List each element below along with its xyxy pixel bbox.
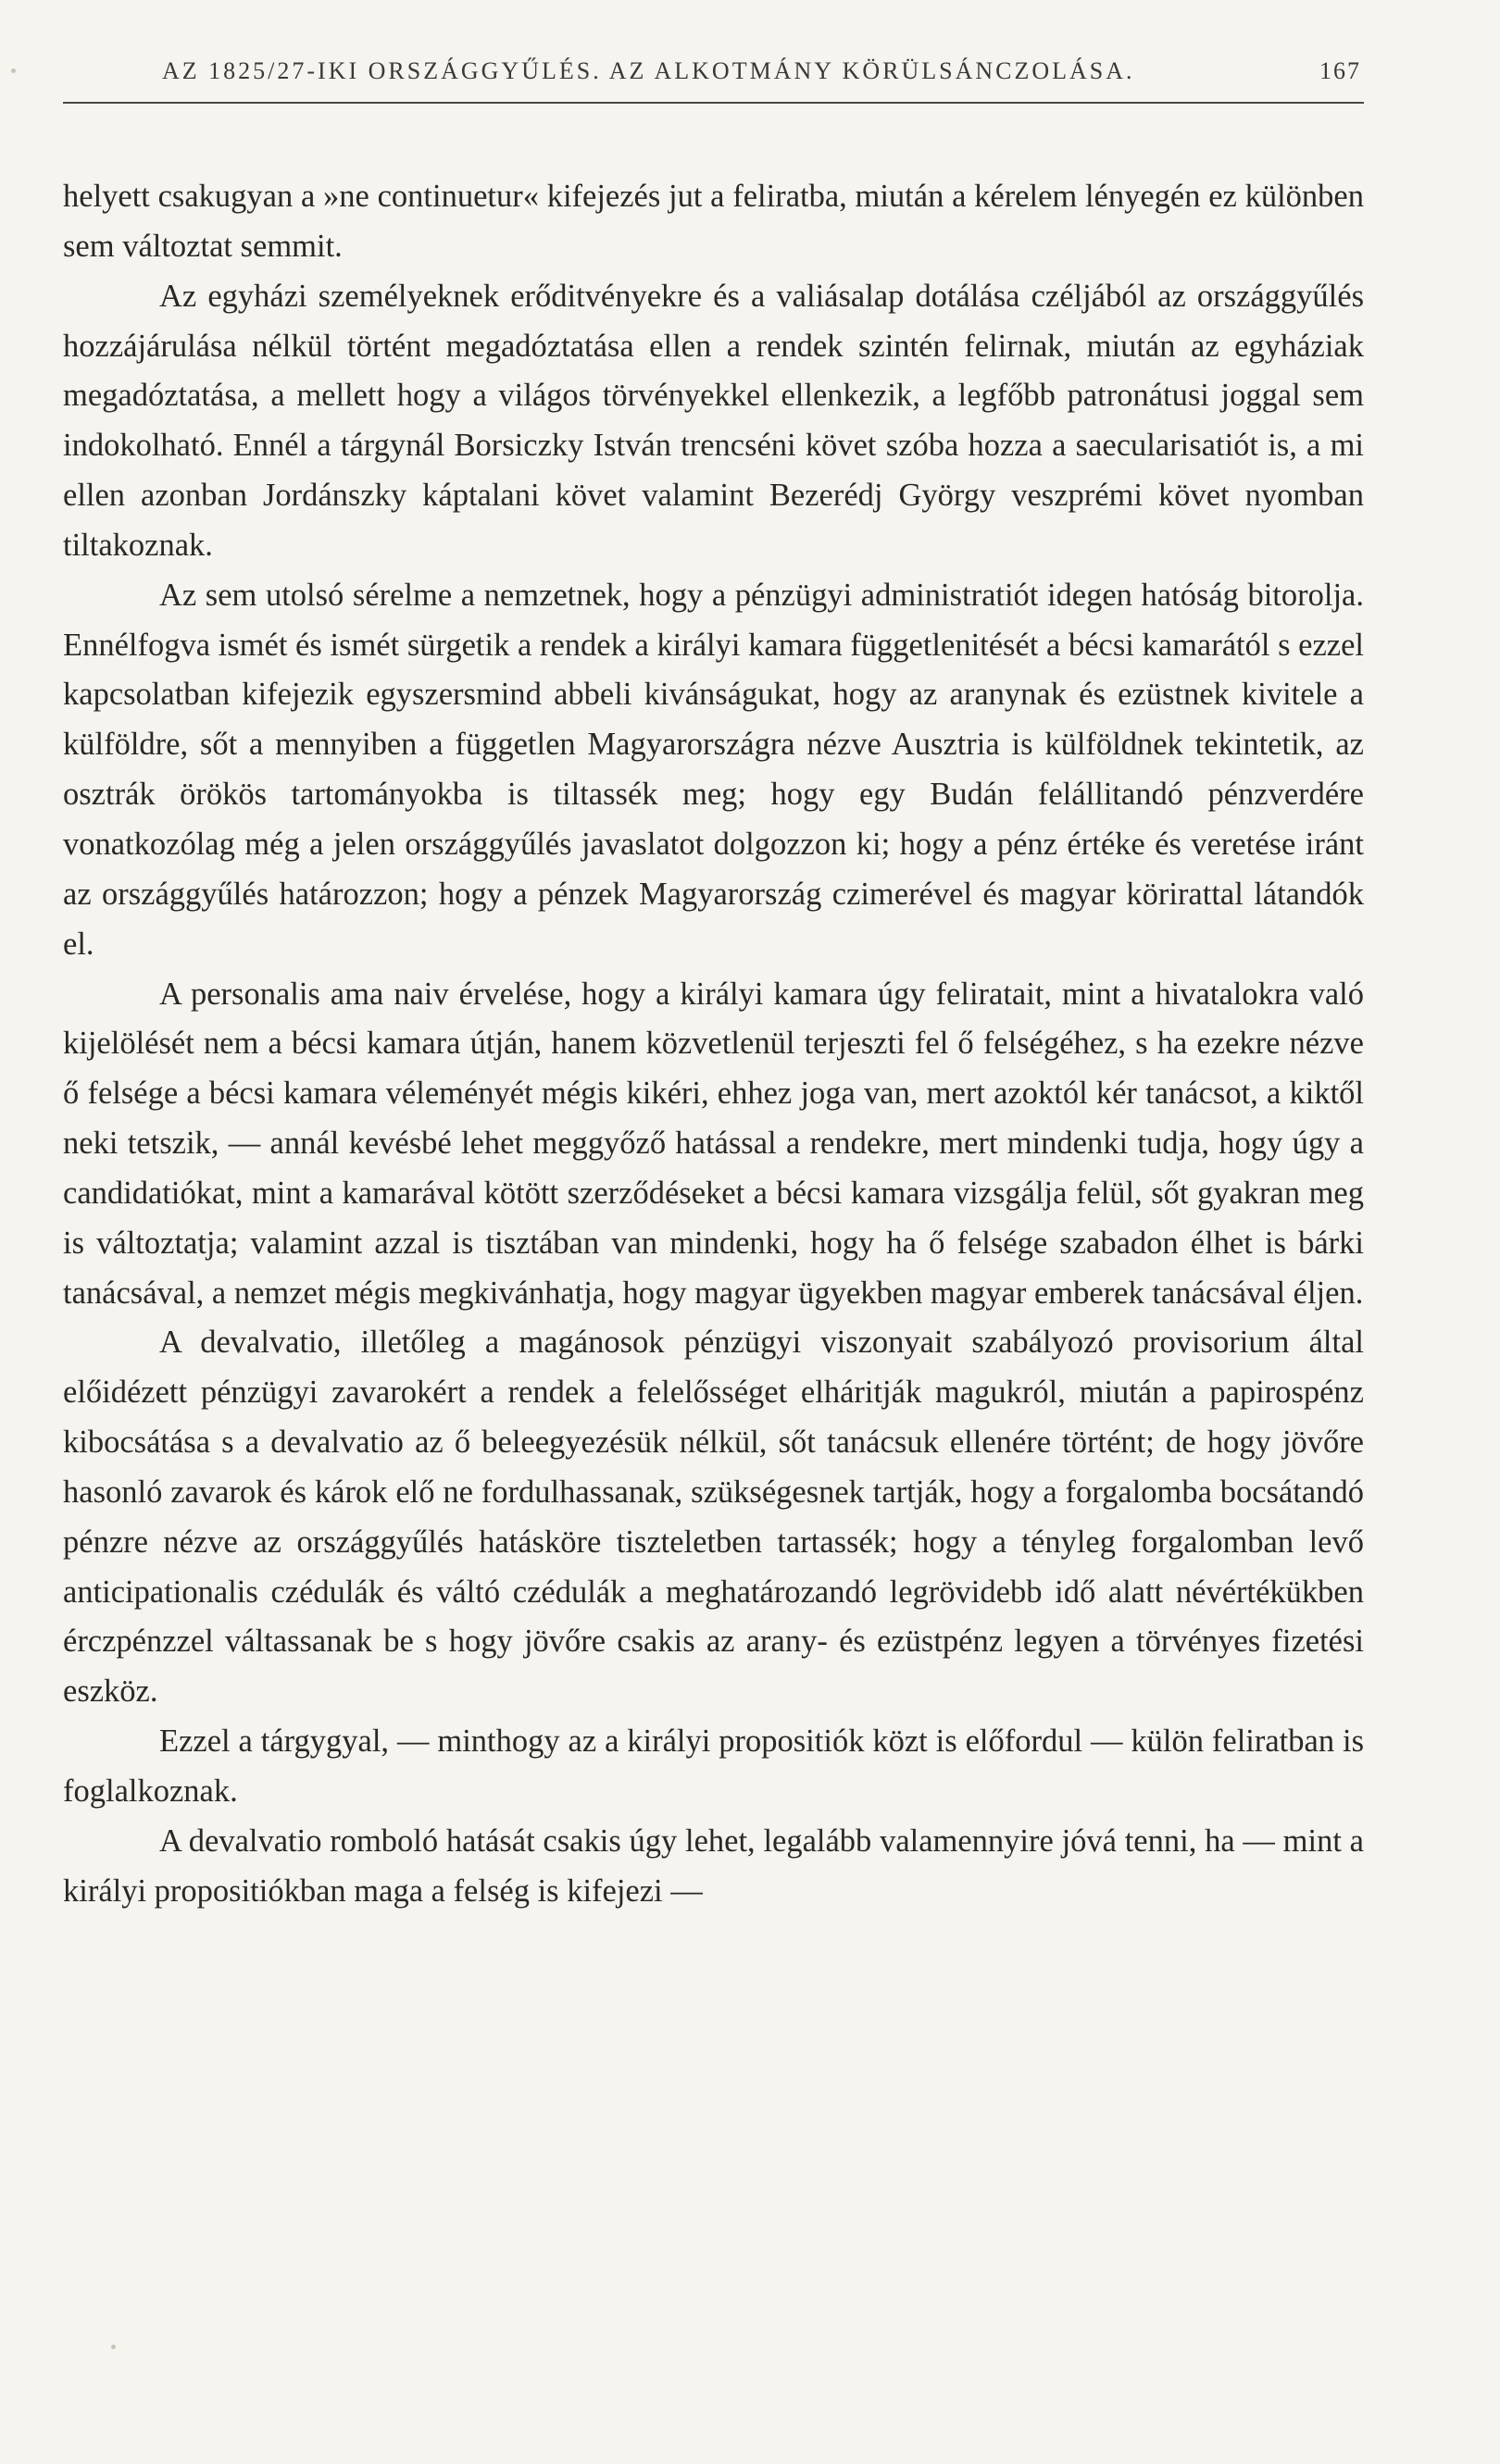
paragraph: Az egyházi személyeknek erőditvényekre és a valiásalap dotálása czéljából az országgyűlés hozzájárulása nélkül történt megadóztatása ellen a rendek szintén felirnak, miután az egyháziak megadóztatása, a mellett hogy a világos törvényekkel ellenkezik, a legfőbb patronátusi joggal sem indokolható. Ennél a tárgynál Borsiczky István trencséni követ szóba hozza a saecularisatiót is, a mi ellen azonban Jordánszky káptalani követ valamint Bezerédj György veszprémi követ nyomban tiltakoznak. [63, 278, 1364, 563]
paragraph: A devalvatio romboló hatását csakis úgy lehet, legalább valamennyire jóvá tenni, ha — mint a királyi propositiókban maga a felség is kifejezi — [63, 1823, 1364, 1909]
running-head-title: AZ 1825/27-IKI ORSZÁGGYŰLÉS. AZ ALKOTMÁNY KÖRÜLSÁNCZOLÁSA. [162, 57, 1135, 84]
paragraph: Ezzel a tárgygyal, — minthogy az a királyi propositiók közt is előfordul — külön feliratban is foglalkoznak. [63, 1724, 1364, 1809]
paper-speck [111, 2345, 116, 2349]
page-number: 167 [1319, 57, 1361, 84]
running-head [162, 57, 1361, 85]
paragraph: A personalis ama naiv érvelése, hogy a királyi kamara úgy feliratait, mint a hivatalokra való kijelölését nem a bécsi kamara útján, hanem közvetlenül terjeszti fel ő felségéhez, s ha ezekre nézve ő felsége a bécsi kamara véleményét mégis kikéri, ehhez joga van, mert azoktól kér tanácsot, a kiktől neki tetszik, — annál kevésbé lehet meggyőző hatással a rendekre, mert mindenki tudja, hogy úgy a candidatiókat, mint a kamarával kötött szerződéseket a bécsi kamara vizsgálja felül, sőt gyakran meg is változtatja; valamint azzal is tisztában van mindenki, hogy ha ő felsége szabadon élhet is bárki tanácsával, a nemzet mégis megkivánhatja, hogy magyar ügyekben magyar emberek tanácsával éljen. [63, 976, 1364, 1311]
paragraph: helyett csakugyan a »ne continuetur« kifejezés jut a feliratba, miután a kérelem lényegén ez különben sem változtat semmit. [63, 179, 1364, 264]
header-rule [63, 102, 1364, 104]
paper-speck [11, 68, 16, 73]
paragraph: Az sem utolsó sérelme a nemzetnek, hogy a pénzügyi administratiót idegen hatóság bitorolja. Ennélfogva ismét és ismét sürgetik a rendek a királyi kamara függetlenitését a bécsi kamarától s ezzel kapcsolatban kifejezik egyszersmind abbeli kivánságukat, hogy az aranynak és ezüstnek kivitele a külföldre, sőt a mennyiben a független Magyarországra nézve Ausztria is külföldnek tekintetik, az osztrák örökös tartományokba is tiltassék meg; hogy egy Budán felállitandó pénzverdére vonatkozólag még a jelen országgyűlés javaslatot dolgozzon ki; hogy a pénz értéke és veretése iránt az országgyűlés határozzon; hogy a pénzek Magyarország czimerével és magyar körirattal látandók el. [63, 577, 1364, 962]
body-text [63, 172, 1364, 1917]
paragraph: A devalvatio, illetőleg a magánosok pénzügyi viszonyait szabályozó provisorium által előidézett pénzügyi zavarokért a rendek a felelősséget elháritják magukról, miután a papirospénz kibocsátása s a devalvatio az ő beleegyezésük nélkül, sőt tanácsuk ellenére történt; de hogy jövőre hasonló zavarok és károk elő ne fordulhassanak, szükségesnek tartják, hogy a forgalomba bocsátandó pénzre nézve az országgyűlés hatásköre tiszteletben tartassék; hogy a tényleg forgalomban levő anticipationalis czédulák és váltó czédulák a meghatározandó legrövidebb idő alatt névértékükben érczpénzzel váltassanak be s hogy jövőre csakis az arany- és ezüstpénz legyen a törvényes fizetési eszköz. [63, 1325, 1364, 1710]
